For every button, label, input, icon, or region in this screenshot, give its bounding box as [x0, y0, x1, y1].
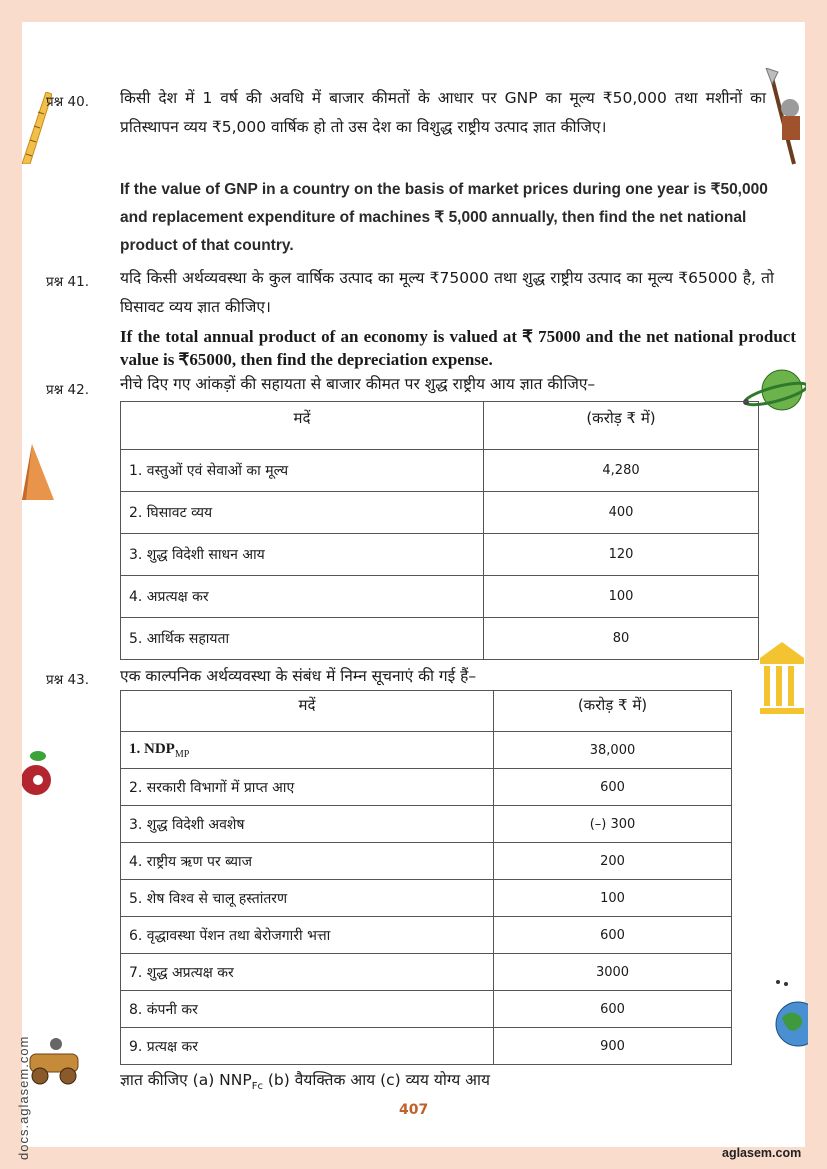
- table-row: [121, 576, 759, 618]
- question-42-text: नीचे दिए गए आंकड़ों की सहायता से बाजार कीमत पर शुद्ध राष्ट्रीय आय ज्ञात कीजिए–: [120, 375, 596, 393]
- table-row: [121, 534, 759, 576]
- row-value: 4,280: [484, 450, 759, 492]
- question-43-text: एक काल्पनिक अर्थव्यवस्था के संबंध में निम्न सूचनाएं की गई हैं–: [120, 667, 477, 685]
- find-prefix: ज्ञात कीजिए (a) NNP: [120, 1071, 252, 1089]
- table-row: [121, 618, 759, 660]
- row-value: 600: [494, 769, 732, 806]
- page-number: 407: [399, 1102, 429, 1118]
- row-value: 120: [484, 534, 759, 576]
- row-item: [121, 732, 494, 769]
- row-value: 100: [484, 576, 759, 618]
- row-item: 7. शुद्ध अप्रत्यक्ष कर: [121, 954, 494, 991]
- question-41-english: If the total annual product of an economy is valued at ₹ 75000 and the net national product value is ₹65000, then find the depreciation expense.: [120, 327, 796, 369]
- ndp-label: 1. NDP: [129, 740, 175, 757]
- table-row: [121, 917, 732, 954]
- question-43-table: [120, 690, 732, 1065]
- question-40-label: प्रश्न 40.: [46, 94, 89, 110]
- globe-doodle-icon: [772, 978, 808, 1052]
- row-item: 9. प्रत्यक्ष कर: [121, 1028, 494, 1065]
- question-41-label: प्रश्न 41.: [46, 274, 89, 290]
- row-value: 200: [494, 843, 732, 880]
- column-header-items: मदें: [121, 691, 494, 732]
- row-item: 6. वृद्धावस्था पेंशन तथा बेरोजगारी भत्ता: [121, 917, 494, 954]
- row-value: (–) 300: [494, 806, 732, 843]
- find-rest: (b) वैयक्तिक आय (c) व्यय योग्य आय: [262, 1071, 490, 1089]
- row-value: 600: [494, 991, 732, 1028]
- table-row: [121, 769, 732, 806]
- row-value: 3000: [494, 954, 732, 991]
- table-row: [121, 492, 759, 534]
- question-43-find: [120, 1066, 720, 1101]
- column-header-value: (करोड़ ₹ में): [484, 402, 759, 450]
- table-row: [121, 880, 732, 917]
- table-row: [121, 450, 759, 492]
- pyramid-doodle-icon: [22, 444, 54, 502]
- row-item: 4. अप्रत्यक्ष कर: [121, 576, 484, 618]
- question-42-label: प्रश्न 42.: [46, 382, 89, 398]
- table-header-row: [121, 402, 759, 450]
- row-value: 100: [494, 880, 732, 917]
- question-41-hindi: यदि किसी अर्थव्यवस्था के कुल वार्षिक उत्पाद का मूल्य ₹75000 तथा शुद्ध राष्ट्रीय उत्पाद का मूल्य ₹65000 है, तो घिसावट व्यय ज्ञात कीजिए।: [120, 269, 774, 316]
- row-value: 38,000: [494, 732, 732, 769]
- row-value: 400: [484, 492, 759, 534]
- ndp-subscript: MP: [174, 748, 190, 760]
- row-item: 1. वस्तुओं एवं सेवाओं का मूल्य: [121, 450, 484, 492]
- row-item: 4. राष्ट्रीय ऋण पर ब्याज: [121, 843, 494, 880]
- table-row: [121, 954, 732, 991]
- question-40-english: If the value of GNP in a country on the basis of market prices during one year is ₹50,000 and replacement expenditure of machines ₹ 5,000 annually, then find the net national product of that country.: [120, 181, 768, 254]
- vertical-watermark: docs.aglasem.com: [16, 1035, 31, 1160]
- table-row: [121, 991, 732, 1028]
- pillar-building-doodle-icon: [758, 642, 806, 716]
- row-value: 900: [494, 1028, 732, 1065]
- row-item: 5. आर्थिक सहायता: [121, 618, 484, 660]
- column-header-value: (करोड़ ₹ में): [494, 691, 732, 732]
- row-item: 2. घिसावट व्यय: [121, 492, 484, 534]
- fruit-doodle-icon: [22, 742, 52, 802]
- table-row: [121, 732, 732, 769]
- row-item: 2. सरकारी विभागों में प्राप्त आए: [121, 769, 494, 806]
- question-42-table: [120, 401, 759, 660]
- row-item: 8. कंपनी कर: [121, 991, 494, 1028]
- row-value: 600: [494, 917, 732, 954]
- tribal-figure-doodle-icon: [764, 68, 806, 168]
- column-header-items: मदें: [121, 402, 484, 450]
- question-40-hindi: किसी देश में 1 वर्ष की अवधि में बाजार कीमतों के आधार पर GNP का मूल्य ₹50,000 तथा मशीनों का प्रतिस्थापन व्यय ₹5,000 वार्षिक हो तो उस देश का विशुद्ध राष्ट्रीय उत्पाद ज्ञात कीजिए।: [120, 89, 766, 136]
- table-row: [121, 843, 732, 880]
- question-43-label: प्रश्न 43.: [46, 672, 89, 688]
- find-subscript: Fc: [251, 1081, 263, 1093]
- table-row: [121, 1028, 732, 1065]
- row-item: 3. शुद्ध विदेशी अवशेष: [121, 806, 494, 843]
- row-item: 3. शुद्ध विदेशी साधन आय: [121, 534, 484, 576]
- row-item: 5. शेष विश्व से चालू हस्तांतरण: [121, 880, 494, 917]
- vehicle-doodle-icon: [26, 1034, 82, 1088]
- table-header-row: [121, 691, 732, 732]
- site-brand: aglasem.com: [722, 1146, 802, 1160]
- row-value: 80: [484, 618, 759, 660]
- table-row: [121, 806, 732, 843]
